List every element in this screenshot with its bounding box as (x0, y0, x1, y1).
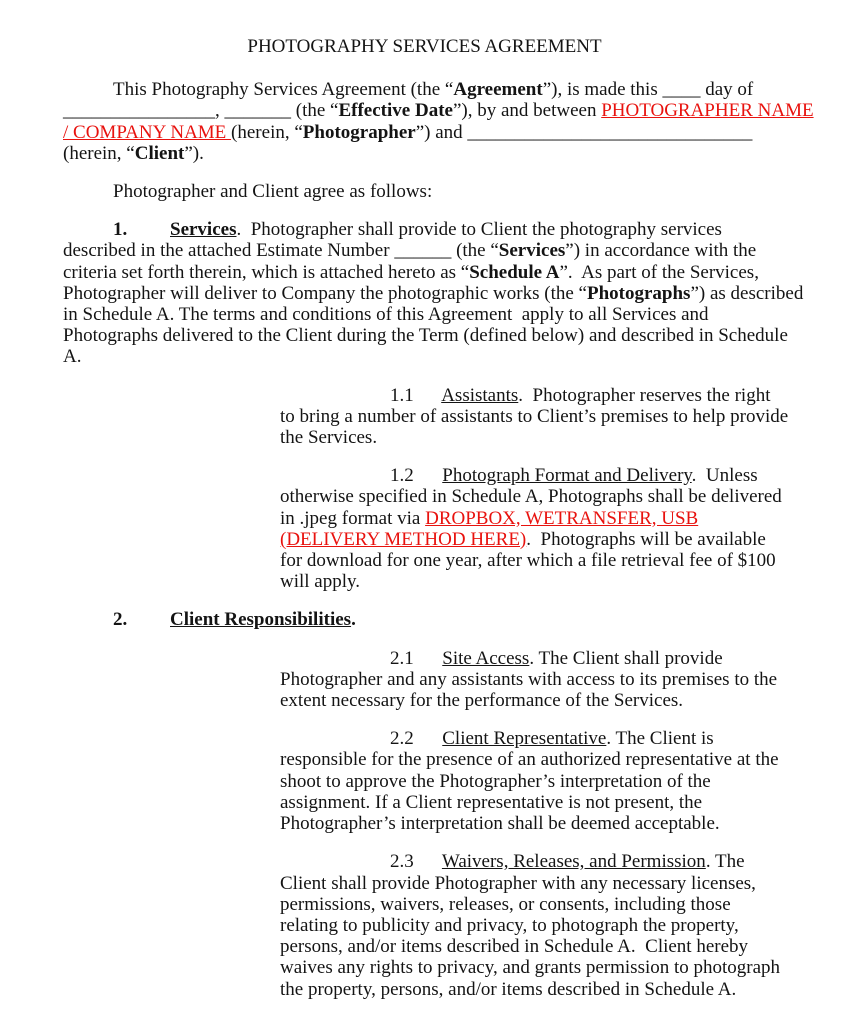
text-run (414, 728, 443, 749)
agreement-lead-in (63, 181, 786, 202)
text-run: . Photographer reserves the right (518, 384, 771, 406)
text-run: . Photographer shall provide to Client the photography services (236, 219, 722, 241)
text-run (127, 219, 170, 240)
text-run: Schedule A (469, 261, 560, 283)
section-1-services (63, 219, 804, 368)
placeholder-red-text: / COMPANY NAME (63, 121, 232, 143)
text-line (280, 813, 786, 834)
text-run: Photograph Format and Delivery (442, 465, 692, 487)
text-line (280, 405, 789, 427)
text-line (280, 571, 786, 592)
text-run: ______________________________ (467, 121, 753, 143)
text-line (280, 873, 786, 894)
text-run: to bring a number of assistants to Client’s premises to help provide (280, 405, 789, 427)
text-line (63, 79, 786, 100)
text-line (63, 219, 786, 240)
text-line (63, 262, 786, 283)
text-line (280, 508, 786, 529)
clause-1-2-photograph-format-and-delivery (280, 465, 786, 592)
text-run: otherwise specified in Schedule A, Photographs shall be delivered (280, 486, 782, 508)
text-run: Waivers, Releases, and Permission (441, 851, 706, 873)
clause-1-1-assistants (280, 384, 789, 449)
placeholder-red-text: (DELIVERY METHOD HERE) (280, 528, 527, 550)
clause-2-1-site-access (280, 648, 786, 712)
text-run: in Schedule A. The terms and conditions of this Agreement apply to all Services and (63, 304, 709, 326)
text-line (280, 915, 786, 936)
text-run: 1. (113, 219, 128, 241)
text-line (280, 465, 786, 486)
text-run: responsible for the presence of an authorized representative at the (280, 749, 779, 771)
text-run: Assistants (441, 384, 519, 406)
text-run: criteria set forth therein, which is attached hereto as “ (63, 261, 470, 283)
text-run: Photographer (302, 121, 416, 143)
text-run (414, 851, 442, 872)
text-line (280, 851, 786, 872)
text-run: Photographs (586, 282, 691, 304)
text-run (414, 648, 443, 669)
text-line (280, 936, 786, 957)
text-run: . The (705, 851, 745, 873)
text-run: Photographer and Client agree as follows: (113, 181, 433, 203)
clause-2-3-waivers-releases-permission (280, 851, 786, 999)
text-run: ”) as described (690, 282, 804, 304)
text-line (280, 771, 786, 792)
text-line (63, 325, 786, 346)
text-line (63, 282, 804, 304)
text-run: . (351, 609, 356, 631)
text-line (63, 181, 786, 202)
text-run: the Services. (280, 427, 378, 449)
text-run: ”) in accordance with the (565, 240, 757, 262)
text-run (414, 465, 443, 486)
text-line (63, 346, 786, 367)
text-run: ”), is made this ____ day of (542, 79, 754, 101)
text-run: Agreement (453, 79, 543, 101)
text-line (63, 100, 814, 122)
text-line (280, 957, 786, 978)
text-run: waives any rights to privacy, and grants permission to photograph (280, 957, 781, 979)
text-line (280, 427, 786, 448)
text-run: (herein, “ (231, 121, 303, 143)
text-line (280, 690, 786, 711)
text-run: . Photographs will be available (526, 528, 766, 550)
text-line (63, 122, 786, 143)
text-run: Client Responsibilities (170, 609, 352, 631)
text-line (63, 240, 786, 261)
text-line (280, 529, 786, 550)
text-run: Site Access (442, 647, 530, 669)
text-run: . The Client is (606, 728, 714, 750)
document-title: PHOTOGRAPHY SERVICES AGREEMENT (247, 36, 602, 57)
text-run: Photographer’s interpretation shall be deemed acceptable. (280, 813, 720, 835)
text-line (280, 486, 786, 507)
text-run: permissions, waivers, releases, or consents, including those (280, 893, 731, 915)
text-run: Client (134, 142, 185, 164)
text-run: ”) and (415, 121, 468, 143)
text-run: in .jpeg format via (280, 507, 426, 529)
text-line (280, 648, 786, 669)
text-run: Photographer will deliver to Company the photographic works (the “ (63, 282, 587, 304)
text-run: Services (498, 240, 566, 262)
text-run: extent necessary for the performance of the Services. (280, 690, 684, 712)
text-run: assignment. If a Client representative is not present, the (280, 791, 703, 813)
text-line (280, 728, 786, 749)
text-run: ________________, _______ (the “ (63, 100, 339, 122)
text-run: Client Representative (442, 728, 607, 750)
section-2-client-responsibilities (63, 609, 786, 630)
text-run: Effective Date (338, 100, 453, 122)
text-run: Services (170, 219, 237, 241)
text-run: for download for one year, after which a file retrieval fee of $100 (280, 550, 776, 572)
text-line (63, 143, 786, 164)
document-body (63, 79, 814, 1000)
text-run: 1.2 (390, 465, 414, 487)
text-run: ”). (184, 142, 204, 164)
text-run: Photographer and any assistants with access to its premises to the (280, 668, 778, 690)
text-line (280, 749, 786, 770)
intro-paragraph (63, 79, 814, 164)
text-run: 2. (113, 609, 128, 631)
text-run: 2.1 (390, 647, 414, 669)
text-run: ”), by and between (452, 100, 602, 122)
text-run: shoot to approve the Photographer’s interpretation of the (280, 770, 711, 792)
text-run: Client shall provide Photographer with any necessary licenses, (280, 872, 756, 894)
text-run: (herein, “ (63, 142, 135, 164)
text-run: A. (63, 346, 82, 368)
placeholder-red-text: PHOTOGRAPHER NAME (601, 100, 814, 122)
text-line (280, 894, 786, 915)
clause-2-2-client-representative (280, 728, 786, 834)
text-line (280, 550, 786, 571)
text-run: ”. As part of the Services, (559, 261, 759, 283)
text-line (280, 979, 786, 1000)
text-run (414, 385, 441, 406)
text-run (127, 609, 170, 630)
text-line (63, 304, 786, 325)
text-run: . Unless (691, 465, 758, 487)
text-line (63, 609, 786, 630)
text-run: Photographs delivered to the Client during the Term (defined below) and described in Schedule (63, 325, 788, 347)
placeholder-red-text: DROPBOX, WETRANSFER, USB (425, 507, 699, 529)
text-run: persons, and/or items described in Schedule A. Client hereby (280, 936, 749, 958)
text-run: will apply. (280, 571, 361, 593)
text-run: 2.3 (390, 851, 414, 873)
text-run: relating to publicity and privacy, to photograph the property, (280, 914, 739, 936)
text-run: . The Client shall provide (529, 647, 723, 669)
text-line (280, 792, 786, 813)
text-run: described in the attached Estimate Number ______ (the “ (63, 240, 499, 262)
text-run: 2.2 (390, 728, 414, 750)
text-run: This Photography Services Agreement (the “ (113, 79, 454, 101)
text-line (280, 385, 786, 406)
text-line (280, 669, 786, 690)
text-run: 1.1 (390, 384, 414, 406)
text-run: the property, persons, and/or items described in Schedule A. (280, 978, 737, 1000)
